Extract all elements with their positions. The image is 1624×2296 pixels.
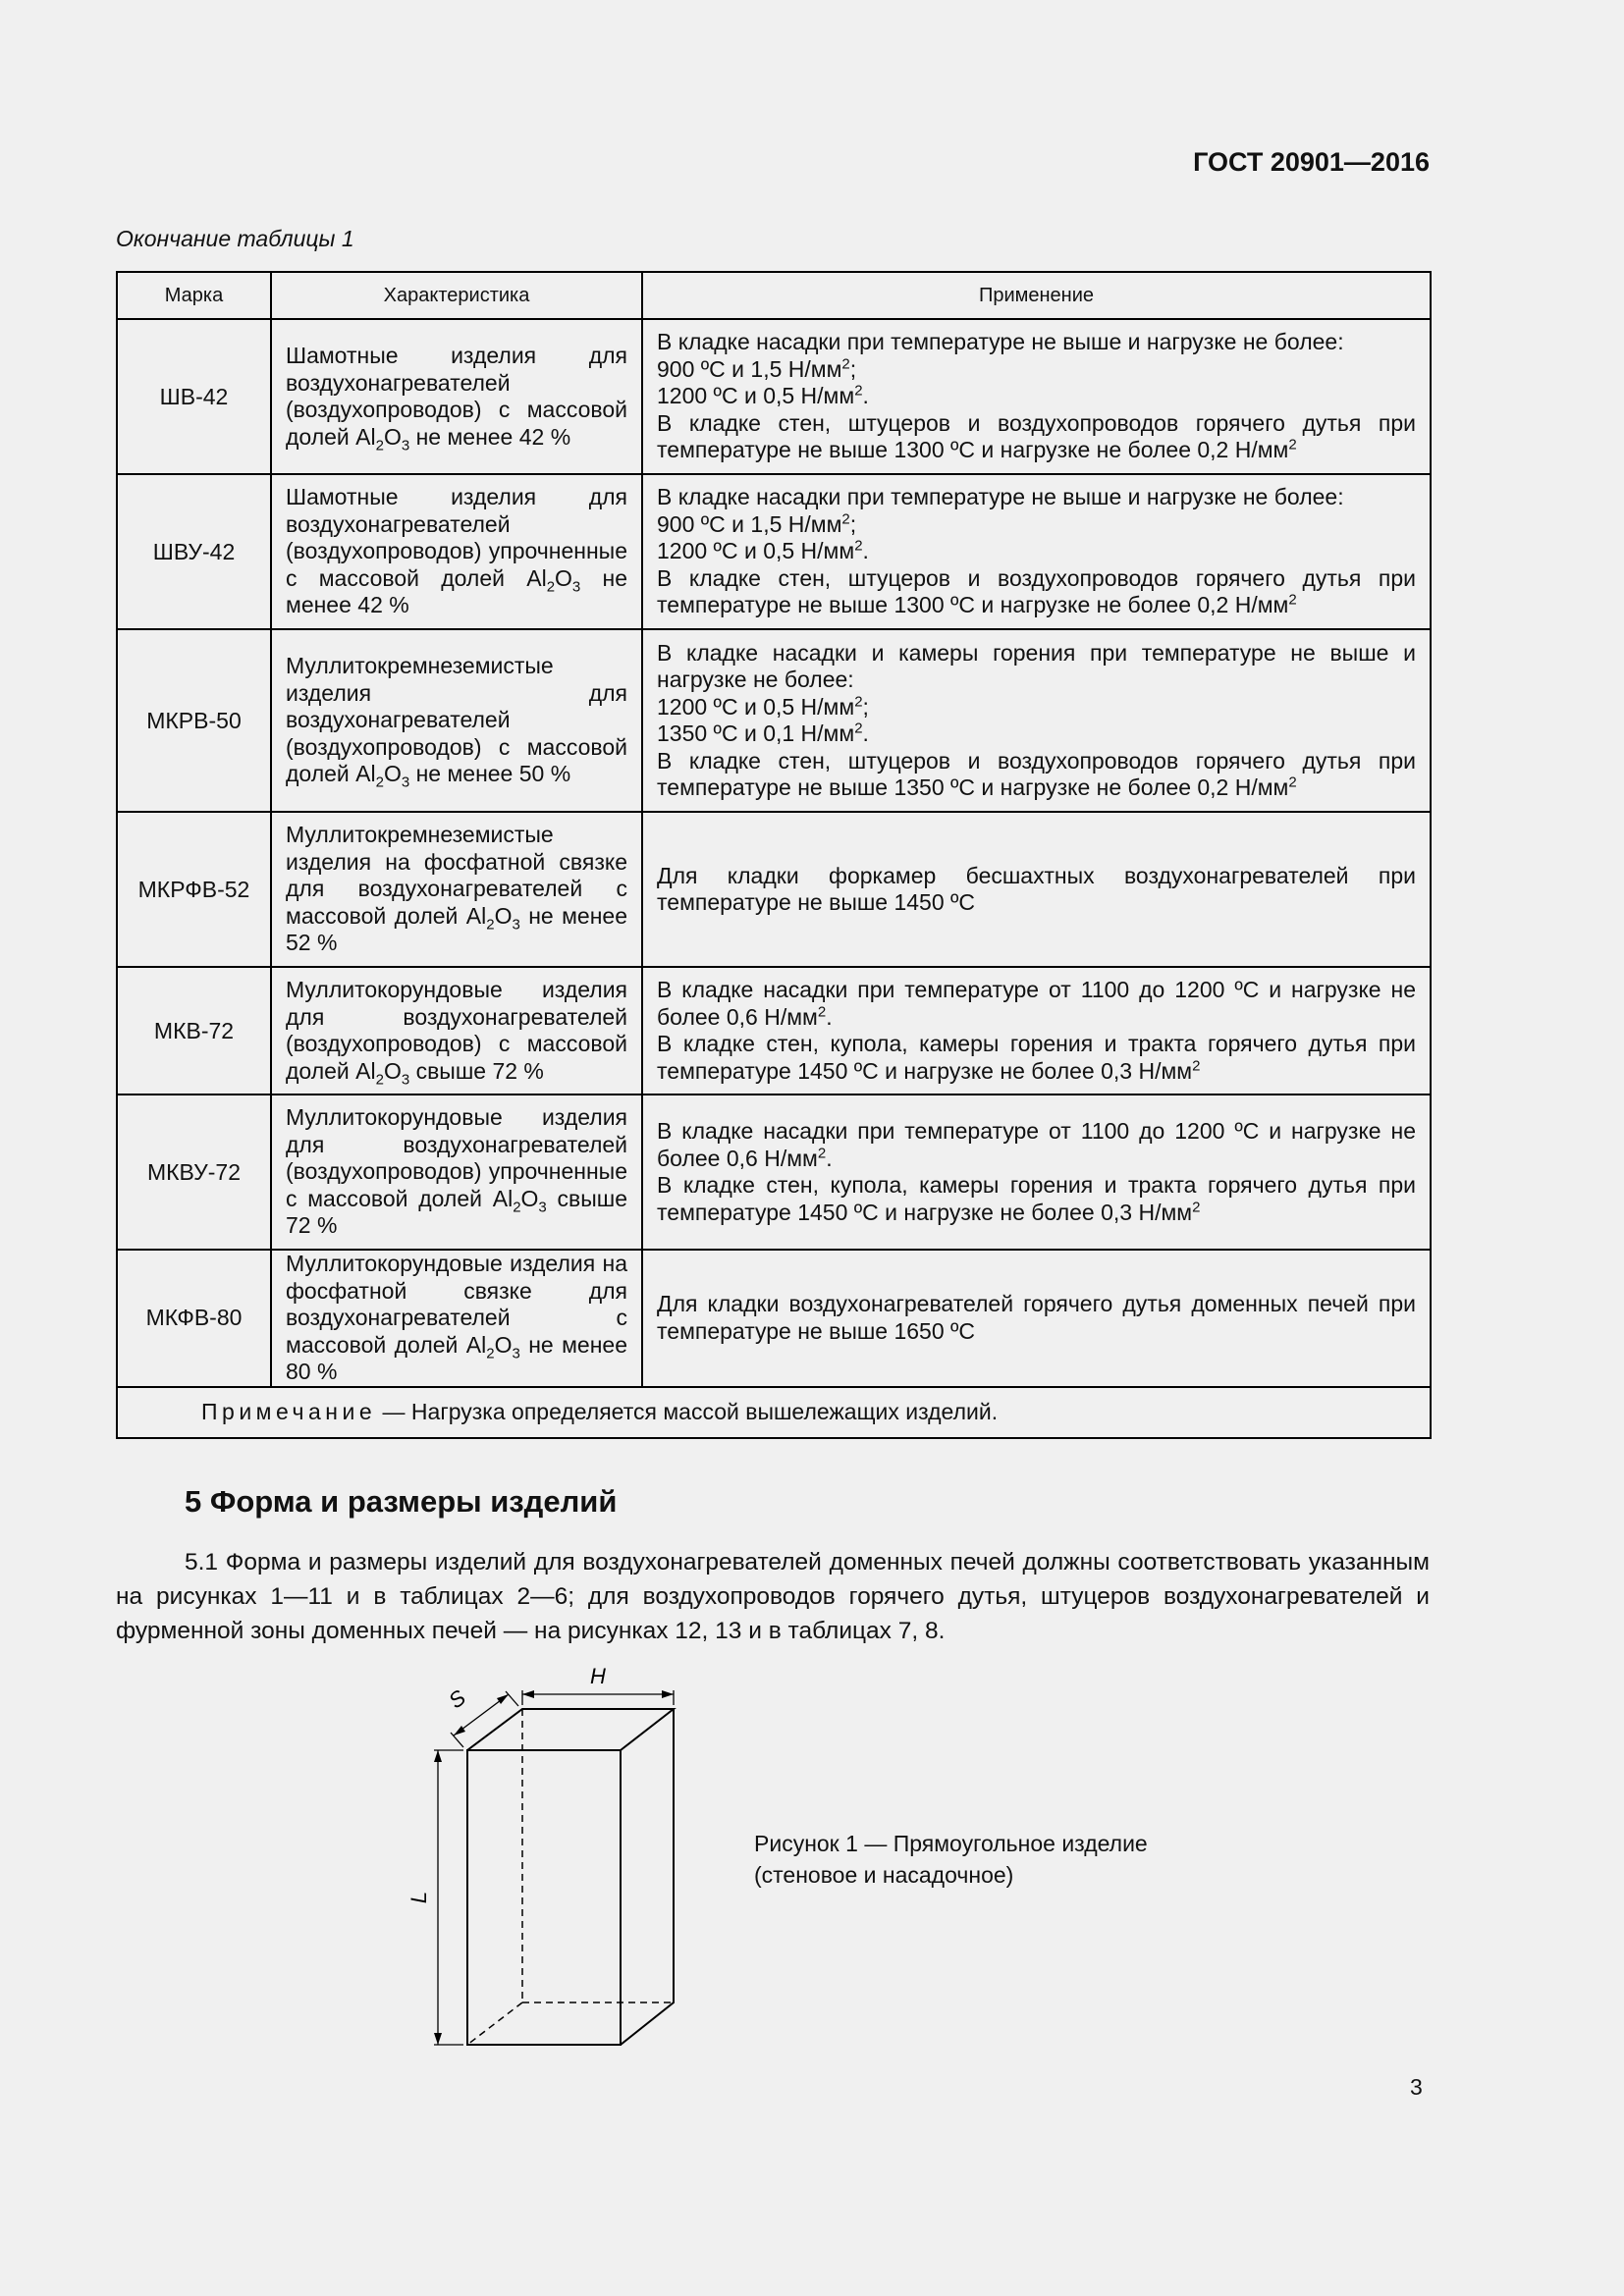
table-caption: Окончание таблицы 1 (116, 226, 354, 251)
application-line (657, 329, 1416, 356)
application-line (657, 1291, 1416, 1345)
application-text-part: В кладке насадки при температуре от 1100 до 1200 ºС и нагрузке не более 0,6 Н/мм (657, 1118, 1416, 1171)
characteristic-text-part: 3 (571, 578, 581, 596)
application-text-part: 900 ºС и 1,5 Н/мм (657, 510, 842, 537)
characteristic-text-part: не менее 52 % (286, 902, 627, 956)
cell-application (642, 319, 1431, 474)
brick-front-face (467, 1750, 621, 2045)
characteristic-text-part: Муллитокремнеземистые изделия на фосфатной связке для воздухонагревателей с массовой долей Al (286, 822, 627, 929)
column-header-characteristic: Характеристика (271, 272, 642, 319)
application-text-part: 1350 ºС и 0,1 Н/мм (657, 721, 855, 746)
characteristic-text-part: Муллитокорундовые изделия для воздухонагревателей (воздухопроводов) упрочненные с массовой долей Al (286, 1104, 627, 1211)
dimension-label-h: H (590, 1664, 606, 1688)
application-line (657, 640, 1416, 694)
characteristic-text-part: не менее 50 % (409, 761, 571, 787)
table-row (117, 1095, 1431, 1250)
dimension-label-l: L (406, 1891, 431, 1904)
characteristic-text-part: 3 (401, 437, 410, 454)
characteristic-text-part: 3 (512, 916, 520, 934)
application-line (657, 694, 1416, 721)
characteristic-text-part: 2 (375, 1071, 384, 1089)
unit-exponent: 2 (854, 692, 863, 710)
cell-mark: МКВУ-72 (117, 1095, 271, 1250)
cell-mark: ШВУ-42 (117, 474, 271, 629)
document-id: ГОСТ 20901—2016 (1193, 147, 1430, 177)
hidden-edge-depth (467, 2002, 522, 2045)
characteristic-text-part: 2 (486, 1345, 495, 1362)
materials-table (116, 271, 1432, 1439)
application-text-part: 900 ºС и 1,5 Н/мм (657, 355, 842, 382)
section-title: 5 Форма и размеры изделий (185, 1484, 618, 1519)
characteristic-text-part: свыше 72 % (409, 1057, 544, 1084)
unit-exponent: 2 (817, 1002, 827, 1020)
unit-exponent: 2 (854, 537, 863, 555)
application-text-part: В кладке насадки и камеры горения при температуре не выше и нагрузке не более: (657, 639, 1416, 692)
cell-characteristic (271, 319, 642, 474)
cell-application (642, 967, 1431, 1095)
application-line (657, 863, 1416, 917)
application-text-part: . (862, 383, 869, 409)
characteristic-text-part: 3 (512, 1345, 520, 1362)
cell-application (642, 1250, 1431, 1387)
cell-application (642, 474, 1431, 629)
brick-side-face (621, 1709, 674, 2045)
application-text-part: . (862, 538, 869, 564)
application-text-part: . (862, 721, 869, 746)
cell-mark: МКВ-72 (117, 967, 271, 1095)
application-text-part: В кладке насадки при температуре не выше и нагрузке не более: (657, 484, 1344, 510)
characteristic-text-part: 2 (546, 578, 556, 596)
cell-characteristic (271, 812, 642, 967)
application-line (657, 1172, 1416, 1226)
application-line (657, 356, 1416, 384)
characteristic-text-part: O (494, 1331, 513, 1358)
cell-application (642, 812, 1431, 967)
unit-exponent: 2 (854, 720, 863, 737)
table-header-row (117, 272, 1431, 319)
unit-exponent: 2 (1192, 1198, 1201, 1215)
note-label: Примечание (201, 1399, 377, 1424)
application-text-part: ; (849, 510, 857, 537)
cell-mark: ШВ-42 (117, 319, 271, 474)
page-number: 3 (1410, 2074, 1423, 2100)
rectangular-brick-figure (403, 1659, 697, 2052)
cell-application (642, 1095, 1431, 1250)
figure-caption-line1: Рисунок 1 — Прямоугольное изделие (754, 1831, 1148, 1856)
table-row (117, 812, 1431, 967)
cell-characteristic (271, 1095, 642, 1250)
cell-mark: МКФВ-80 (117, 1250, 271, 1387)
cell-mark: МКРВ-50 (117, 629, 271, 812)
application-line (657, 1031, 1416, 1085)
column-header-mark: Марка (117, 272, 271, 319)
cell-characteristic (271, 629, 642, 812)
characteristic-text-part: 2 (375, 437, 384, 454)
application-line (657, 484, 1416, 511)
table-note-row (117, 1387, 1431, 1438)
note-text: — Нагрузка определяется массой вышележащих изделий. (376, 1399, 999, 1424)
unit-exponent: 2 (1288, 774, 1297, 791)
characteristic-text-part: не менее 80 % (286, 1331, 627, 1384)
application-text-part: 1200 ºС и 0,5 Н/мм (657, 383, 855, 409)
table-row (117, 967, 1431, 1095)
unit-exponent: 2 (841, 355, 850, 373)
application-text-part: В кладке насадки при температуре от 1100 до 1200 ºС и нагрузке не более 0,6 Н/мм (657, 977, 1416, 1030)
application-text-part: 1200 ºС и 0,5 Н/мм (657, 693, 855, 720)
table-note (117, 1387, 1431, 1438)
application-text-part: В кладке стен, штуцеров и воздухопроводов горячего дутья при температуре не выше 1300 ºС и нагрузке не более 0,2 Н/мм (657, 409, 1416, 463)
characteristic-text-part: O (383, 761, 402, 787)
characteristic-text-part: не менее 42 % (286, 564, 627, 618)
cell-characteristic (271, 1250, 642, 1387)
application-line (657, 383, 1416, 410)
characteristic-text-part: O (520, 1185, 539, 1211)
unit-exponent: 2 (841, 510, 850, 528)
application-text-part: . (826, 1003, 833, 1030)
characteristic-text-part: O (383, 1057, 402, 1084)
application-line (657, 748, 1416, 802)
unit-exponent: 2 (1288, 436, 1297, 454)
unit-exponent: 2 (817, 1144, 827, 1161)
application-text-part: В кладке стен, купола, камеры горения и тракта горячего дутья при температуре 1450 ºС и нагрузке не более 0,3 Н/мм (657, 1172, 1416, 1225)
characteristic-text-part: Шамотные изделия для воздухонагревателей (воздухопроводов) с массовой долей Al (286, 343, 627, 450)
application-text-part: 1200 ºС и 0,5 Н/мм (657, 538, 855, 564)
characteristic-text-part: 2 (513, 1199, 521, 1216)
unit-exponent: 2 (1192, 1056, 1201, 1074)
cell-application (642, 629, 1431, 812)
cell-characteristic (271, 474, 642, 629)
application-line (657, 410, 1416, 464)
unit-exponent: 2 (1288, 591, 1297, 609)
application-text-part: Для кладки форкамер бесшахтных воздухонагревателей при температуре не выше 1450 ºС (657, 862, 1416, 915)
characteristic-text-part: Муллитокремнеземистые изделия для воздухонагревателей (воздухопроводов) с массовой долей Al (286, 653, 627, 787)
column-header-application: Применение (642, 272, 1431, 319)
table-row (117, 474, 1431, 629)
application-text-part: ; (849, 355, 857, 382)
application-text-part: ; (862, 693, 869, 720)
table-row (117, 1250, 1431, 1387)
characteristic-text-part: 2 (375, 774, 384, 791)
table-row (117, 629, 1431, 812)
characteristic-text-part: 3 (401, 774, 410, 791)
characteristic-text-part: 3 (401, 1071, 410, 1089)
characteristic-text-part: свыше 72 % (286, 1185, 627, 1239)
cell-mark: МКРФВ-52 (117, 812, 271, 967)
table-row (117, 319, 1431, 474)
figure-caption (754, 1828, 1148, 1891)
unit-exponent: 2 (854, 382, 863, 400)
application-line (657, 565, 1416, 619)
characteristic-text-part: O (555, 564, 572, 591)
characteristic-text-part: не менее 42 % (409, 423, 571, 450)
application-text-part: В кладке стен, штуцеров и воздухопроводов горячего дутья при температуре не выше 1350 ºС и нагрузке не более 0,2 Н/мм (657, 747, 1416, 800)
characteristic-text-part: 3 (538, 1199, 547, 1216)
application-line (657, 538, 1416, 565)
dimension-label-s: S (444, 1684, 470, 1714)
characteristic-text-part: Муллитокорундовые изделия для воздухонагревателей (воздухопроводов) с массовой долей Al (286, 977, 627, 1084)
characteristic-text-part: Шамотные изделия для воздухонагревателей (воздухопроводов) упрочненные с массовой долей Al (286, 484, 627, 591)
application-line (657, 721, 1416, 748)
characteristic-text-part: O (494, 902, 513, 929)
characteristic-text-part: O (383, 423, 402, 450)
application-text-part: В кладке стен, купола, камеры горения и тракта горячего дутья при температуре 1450 ºС и нагрузке не более 0,3 Н/мм (657, 1031, 1416, 1084)
figure-caption-line2: (стеновое и насадочное) (754, 1862, 1014, 1888)
brick-top-face (467, 1709, 674, 1750)
application-line (657, 977, 1416, 1031)
cell-characteristic (271, 967, 642, 1095)
characteristic-text-part: Муллитокорундовые изделия на фосфатной связке для воздухонагревателей с массовой долей Al (286, 1251, 627, 1358)
application-text-part: В кладке насадки при температуре не выше и нагрузке не более: (657, 329, 1344, 355)
application-text-part: . (826, 1145, 833, 1171)
characteristic-text-part: 2 (486, 916, 495, 934)
application-line (657, 1118, 1416, 1172)
body-paragraph: 5.1 Форма и размеры изделий для воздухонагревателей доменных печей должны соответствовать указанным на рисунках 1—11 и в таблицах 2—6; для воздухопроводов горячего дутья, штуцеров воздухонагревателей и фурменной зоны доменных печей — на рисунках 12, 13 и в таблицах 7, 8. (116, 1549, 1430, 1644)
application-text-part: Для кладки воздухонагревателей горячего дутья доменных печей при температуре не выше 1650 ºС (657, 1291, 1416, 1344)
application-line (657, 511, 1416, 539)
application-text-part: В кладке стен, штуцеров и воздухопроводов горячего дутья при температуре не выше 1300 ºС и нагрузке не более 0,2 Н/мм (657, 564, 1416, 618)
